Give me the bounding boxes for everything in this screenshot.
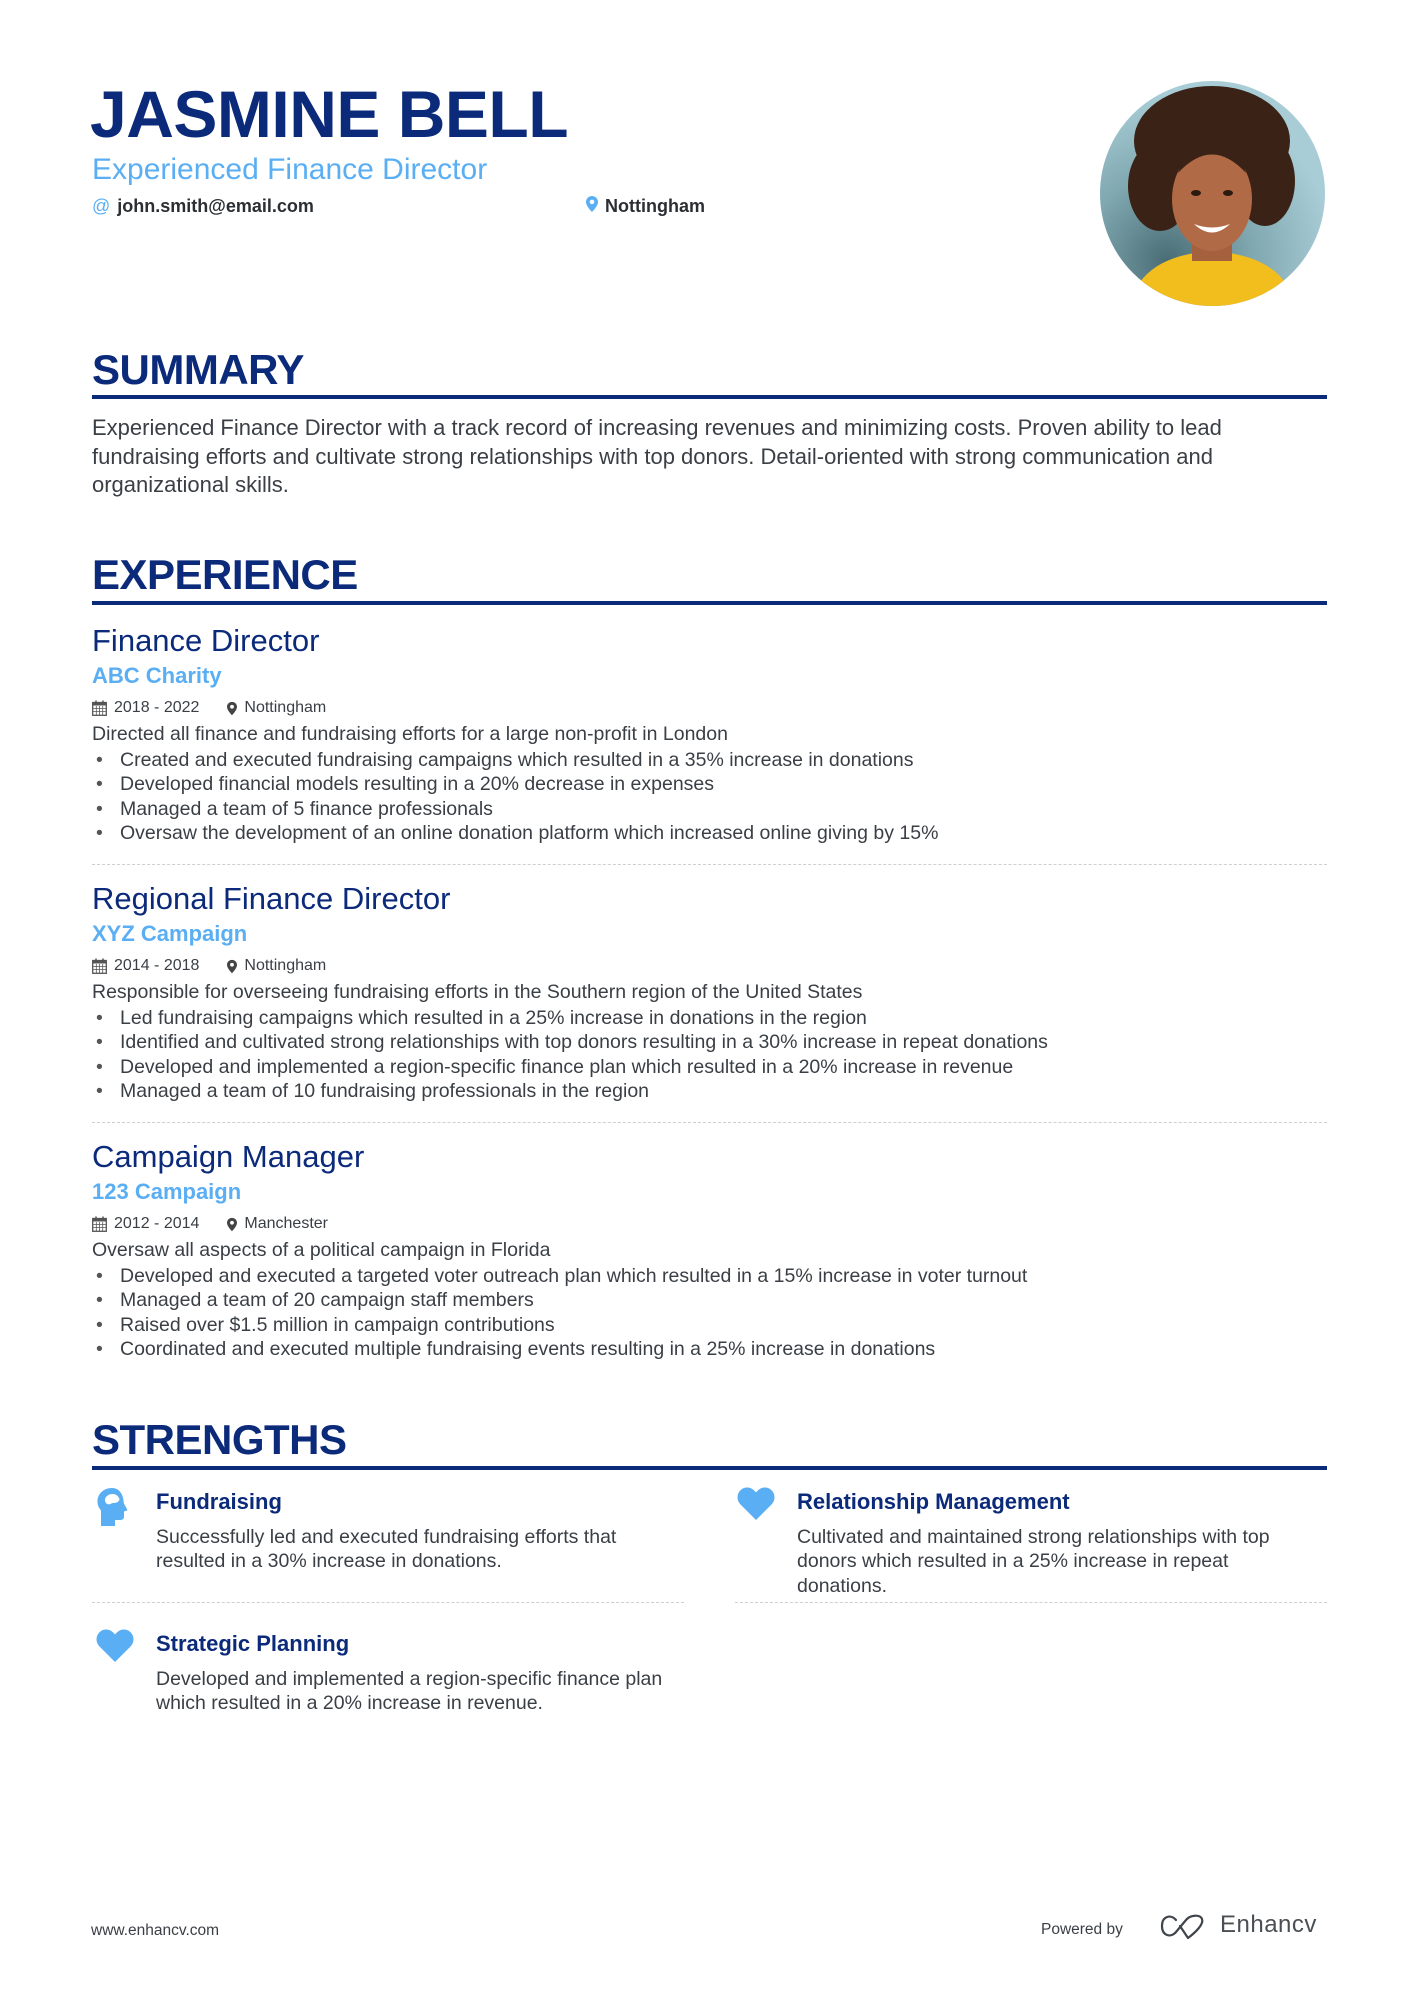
job-entry bbox=[92, 879, 1327, 1103]
entry-divider bbox=[92, 864, 1327, 865]
bullet-item: • Identified and cultivated strong relationships with top donors resulting in a 30% increase in repeat donations bbox=[92, 1030, 1327, 1054]
job-meta bbox=[92, 953, 1327, 979]
job-description: Oversaw all aspects of a political campaign in Florida bbox=[92, 1239, 551, 1261]
bullet-item: • Raised over $1.5 million in campaign contributions bbox=[92, 1313, 1327, 1337]
bullet-item: • Coordinated and executed multiple fundraising events resulting in a 25% increase in donations bbox=[92, 1337, 1327, 1361]
section-heading-strengths: STRENGTHS bbox=[92, 1416, 347, 1463]
bullet-item: • Created and executed fundraising campaigns which resulted in a 35% increase in donations bbox=[92, 748, 1327, 772]
at-icon: @ bbox=[92, 196, 111, 216]
enhancv-brand-text[interactable]: Enhancv bbox=[1220, 1911, 1317, 1938]
bullet-item: • Developed and executed a targeted voter outreach plan which resulted in a 15% increase in voter turnout bbox=[92, 1264, 1327, 1288]
strength-title: Fundraising bbox=[156, 1489, 282, 1514]
job-title: Campaign Manager bbox=[92, 1139, 365, 1174]
section-heading-experience: EXPERIENCE bbox=[92, 551, 358, 598]
email-text: john.smith@email.com bbox=[117, 196, 314, 216]
calendar-icon bbox=[92, 1216, 107, 1232]
bullet-item: • Managed a team of 10 fundraising professionals in the region bbox=[92, 1079, 1327, 1103]
brain-head-icon bbox=[96, 1487, 136, 1529]
heart-icon bbox=[96, 1629, 136, 1671]
strength-item bbox=[737, 1487, 1327, 1597]
strength-item bbox=[96, 1629, 686, 1739]
strength-title: Relationship Management bbox=[797, 1489, 1070, 1514]
job-bullets bbox=[92, 1006, 1327, 1103]
strength-description: Developed and implemented a region-specific finance plan which resulted in a 20% increase in revenue. bbox=[156, 1668, 663, 1715]
footer-url-link[interactable]: www.enhancv.com bbox=[91, 1922, 220, 1939]
strength-title: Strategic Planning bbox=[156, 1631, 350, 1656]
job-location: Manchester bbox=[244, 1215, 328, 1232]
job-description: Directed all finance and fundraising efforts for a large non-profit in London bbox=[92, 723, 728, 745]
summary-text: Experienced Finance Director with a track record of increasing revenues and minimizing costs. Proven ability to lead fundraising efforts and cultivate strong relationships with top donors. Detail-oriented with strong communication and organizational skills. bbox=[92, 415, 1222, 498]
job-location: Nottingham bbox=[244, 699, 327, 716]
entry-divider bbox=[735, 1602, 1327, 1603]
strength-item bbox=[96, 1487, 686, 1597]
bullet-item: • Developed financial models resulting in a 20% decrease in expenses bbox=[92, 772, 1327, 796]
bullet-item: • Led fundraising campaigns which resulted in a 25% increase in donations in the region bbox=[92, 1006, 1327, 1030]
job-company[interactable]: XYZ Campaign bbox=[92, 921, 248, 946]
map-pin-icon bbox=[227, 959, 237, 974]
entry-divider bbox=[92, 1602, 684, 1603]
section-divider bbox=[92, 1466, 1327, 1470]
strength-description: Cultivated and maintained strong relationships with top donors which resulted in a 25% increase in repeat donations. bbox=[797, 1526, 1270, 1597]
job-meta bbox=[92, 1211, 1327, 1237]
entry-divider bbox=[92, 1122, 1327, 1123]
portrait-illustration bbox=[1100, 81, 1325, 306]
job-title: Regional Finance Director bbox=[92, 881, 451, 916]
strength-description: Successfully led and executed fundraising efforts that resulted in a 30% increase in donations. bbox=[156, 1526, 617, 1573]
job-company[interactable]: ABC Charity bbox=[92, 663, 222, 688]
bullet-item: • Managed a team of 20 campaign staff members bbox=[92, 1288, 1327, 1312]
bullet-item: • Developed and implemented a region-specific finance plan which resulted in a 20% increase in revenue bbox=[92, 1055, 1327, 1079]
job-dates: 2014 - 2018 bbox=[114, 957, 200, 974]
profile-photo bbox=[1100, 81, 1325, 306]
job-title: Finance Director bbox=[92, 623, 320, 658]
candidate-title: Experienced Finance Director bbox=[92, 153, 488, 186]
contact-location bbox=[586, 194, 705, 218]
job-dates: 2018 - 2022 bbox=[114, 699, 200, 716]
location-text: Nottingham bbox=[605, 196, 705, 216]
map-pin-icon bbox=[227, 1217, 237, 1232]
map-pin-icon bbox=[586, 194, 598, 218]
job-location: Nottingham bbox=[244, 957, 327, 974]
job-description: Responsible for overseeing fundraising efforts in the Southern region of the United States bbox=[92, 981, 863, 1003]
section-heading-summary: SUMMARY bbox=[92, 346, 304, 393]
job-meta bbox=[92, 695, 1327, 721]
map-pin-icon bbox=[227, 701, 237, 716]
calendar-icon bbox=[92, 958, 107, 974]
calendar-icon bbox=[92, 700, 107, 716]
candidate-name: JASMINE BELL bbox=[90, 77, 569, 151]
job-bullets bbox=[92, 748, 1327, 845]
bullet-item: • Oversaw the development of an online donation platform which increased online giving by 15% bbox=[92, 821, 1327, 845]
bullet-item: • Managed a team of 5 finance professionals bbox=[92, 797, 1327, 821]
job-dates: 2012 - 2014 bbox=[114, 1215, 200, 1232]
powered-by-label: Powered by bbox=[1041, 1921, 1123, 1938]
job-bullets bbox=[92, 1264, 1327, 1361]
section-divider bbox=[92, 601, 1327, 605]
job-entry bbox=[92, 621, 1327, 845]
job-company[interactable]: 123 Campaign bbox=[92, 1179, 242, 1204]
job-entry bbox=[92, 1137, 1327, 1361]
contact-email[interactable] bbox=[92, 194, 314, 218]
enhancv-logo-icon bbox=[1160, 1914, 1206, 1940]
section-divider bbox=[92, 395, 1327, 399]
heart-icon bbox=[737, 1487, 777, 1529]
